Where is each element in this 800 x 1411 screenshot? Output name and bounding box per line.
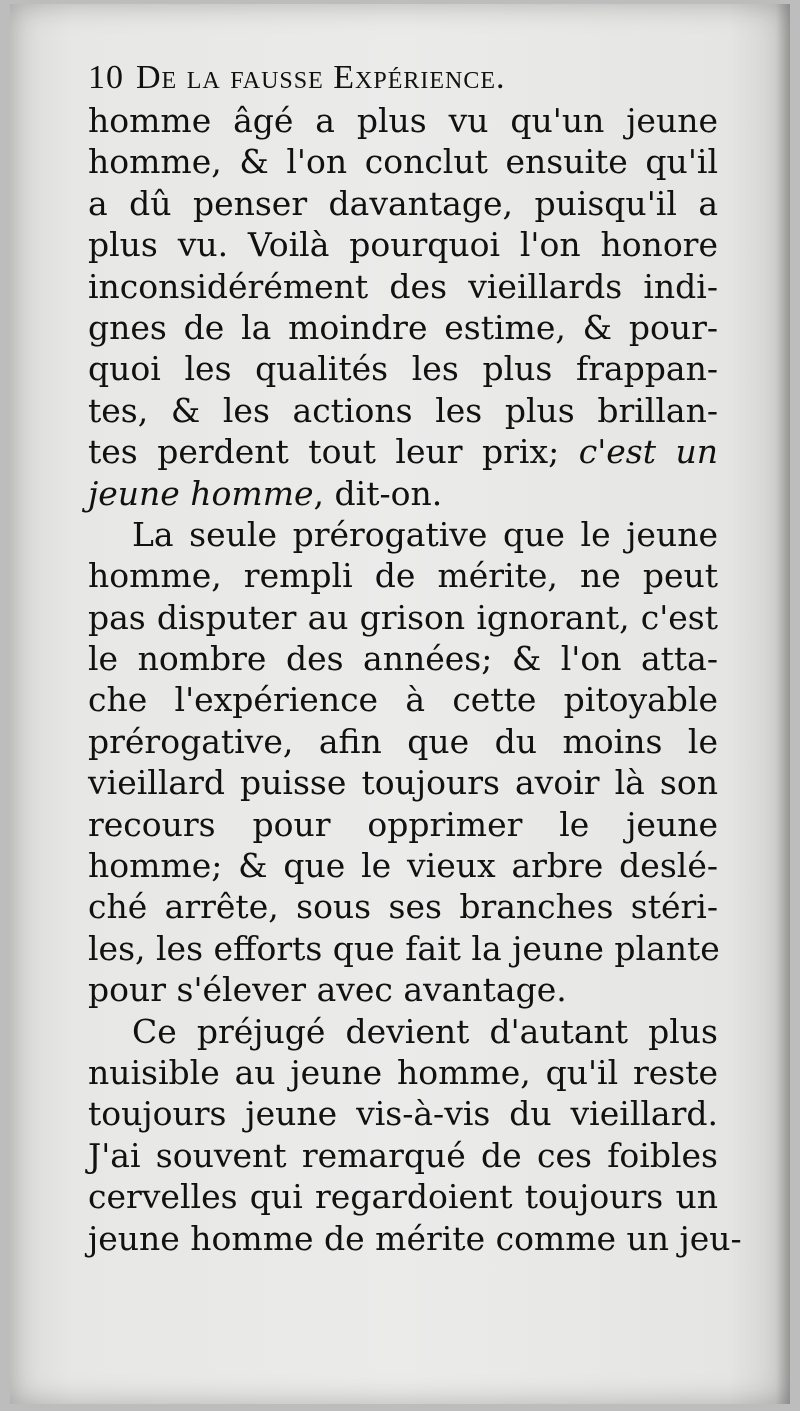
running-head [88, 56, 718, 100]
text-line-8: tes, & les actions les plus brillan- [88, 390, 718, 430]
text-line-1: homme âgé a plus vu qu'un jeune [88, 101, 718, 140]
text-line-9-roman: tes perdent tout leur prix; [88, 432, 579, 472]
text-line-10 [88, 473, 718, 514]
text-line-9 [88, 431, 718, 472]
text-line-26: J'ai souvent remarqué de ces foibles [88, 1135, 718, 1175]
text-line-14: le nombre des années; & l'on atta- [88, 639, 718, 679]
text-line-17: vieillard puisse toujours avoir là son [88, 763, 718, 803]
text-line-16: prérogative, afin que du moins le [88, 721, 718, 761]
text-line-23: Ce préjugé devient d'autant plus [132, 1011, 718, 1051]
text-line-27: cervelles qui regardoient toujours un [88, 1177, 718, 1217]
text-line-3: a dû penser davantage, puisqu'il a [88, 183, 718, 223]
text-line-12: homme, rempli de mérite, ne peut [88, 556, 718, 596]
running-title: De la fausse Expérience. [136, 59, 506, 96]
text-line-10-italic: jeune homme [88, 473, 314, 513]
text-line-4: plus vu. Voilà pourquoi l'on honore [88, 225, 718, 265]
text-line-11: La seule prérogative que le jeune [132, 514, 718, 554]
text-block [88, 56, 742, 1259]
book-page [10, 4, 790, 1404]
text-line-15: che l'expérience à cette pitoyable [88, 680, 718, 720]
text-line-13: pas disputer au grison ignorant, c'est [88, 597, 718, 637]
text-line-2: homme, & l'on conclut ensuite qu'il [88, 142, 718, 182]
text-line-7: quoi les qualités les plus frappan- [88, 349, 718, 389]
text-line-18: recours pour opprimer le jeune [88, 804, 718, 844]
text-line-25: toujours jeune vis-à-vis du vieillard. [88, 1094, 718, 1134]
page-number: 10 [88, 59, 124, 96]
text-line-28: jeune homme de mérite comme un jeu- [88, 1218, 742, 1258]
page-edge-shadow [776, 4, 790, 1404]
text-line-6: gnes de la moindre estime, & pour- [88, 307, 718, 347]
text-line-22: pour s'élever avec avantage. [88, 970, 567, 1010]
text-line-20: ché arrête, sous ses branches stéri- [88, 887, 718, 927]
text-line-10-roman: , dit-on. [313, 473, 443, 513]
text-line-19: homme; & que le vieux arbre deslé- [88, 846, 718, 886]
text-line-21: les, les efforts que fait la jeune plante [88, 928, 720, 968]
text-line-5: inconsidérément des vieillards indi- [88, 266, 718, 306]
text-line-24: nuisible au jeune homme, qu'il reste [88, 1052, 718, 1092]
text-line-9-italic: c'est un [578, 432, 718, 472]
